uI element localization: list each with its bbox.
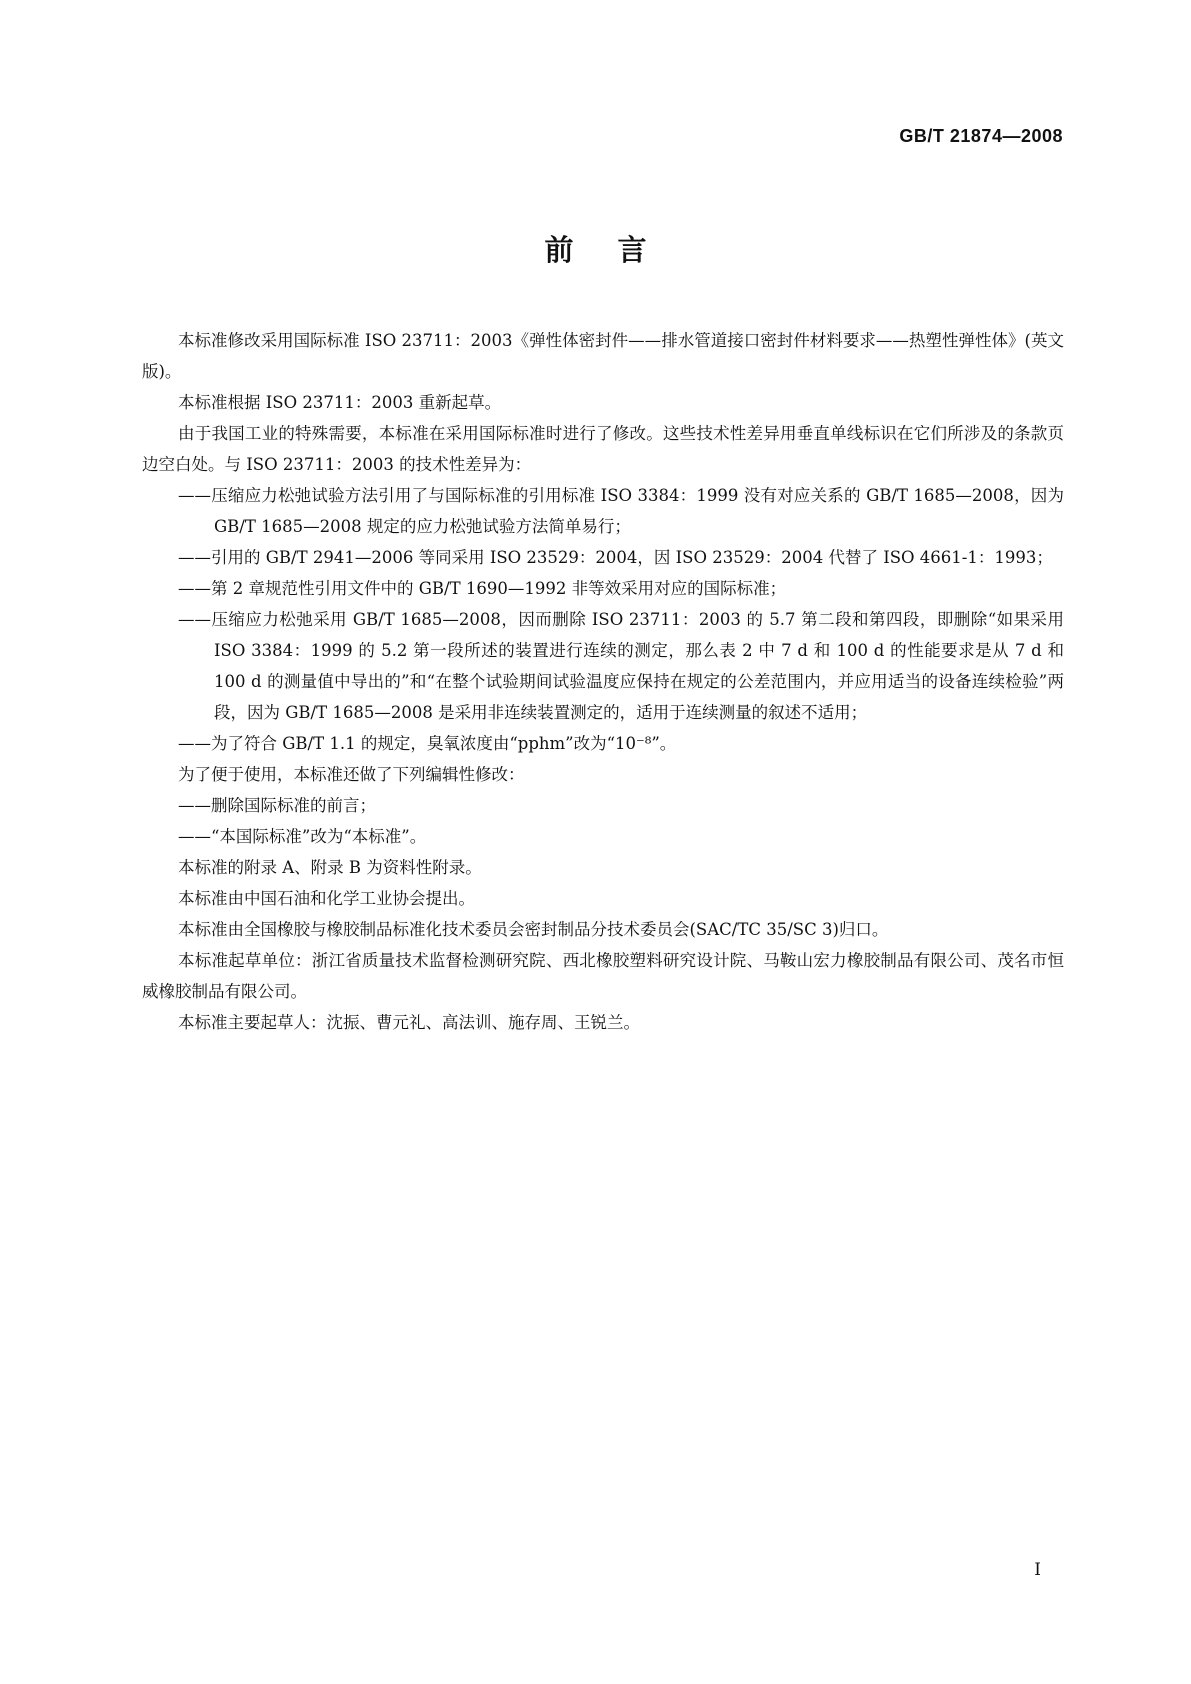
paragraph: 为了便于使用，本标准还做了下列编辑性修改：: [178, 765, 525, 784]
page-number: I: [1034, 1560, 1041, 1580]
list-item: ——删除国际标准的前言；: [178, 796, 376, 815]
paragraph: 本标准由中国石油和化学工业协会提出。: [178, 889, 475, 908]
paragraph: 本标准起草单位：浙江省质量技术监督检测研究院、西北橡胶塑料研究设计院、马鞍山宏力橡胶制品有限公司、茂名市恒威橡胶制品有限公司。: [142, 951, 1064, 1001]
paragraph: 本标准修改采用国际标准 ISO 23711：2003《弹性体密封件——排水管道接口密封件材料要求——热塑性弹性体》(英文版)。: [142, 331, 1064, 381]
paragraph: 由于我国工业的特殊需要，本标准在采用国际标准时进行了修改。这些技术性差异用垂直单线标识在它们所涉及的条款页边空白处。与 ISO 23711：2003 的技术性差异为：: [142, 424, 1064, 474]
paragraph: 本标准的附录 A、附录 B 为资料性附录。: [178, 858, 482, 877]
list-item: ——第 2 章规范性引用文件中的 GB/T 1690—1992 非等效采用对应的国际标准；: [178, 579, 787, 598]
list-item: ——引用的 GB/T 2941—2006 等同采用 ISO 23529：2004，因 ISO 23529：2004 代替了 ISO 4661-1：1993；: [178, 548, 1053, 567]
list-item: ——压缩应力松弛采用 GB/T 1685—2008，因而删除 ISO 23711：2003 的 5.7 第二段和第四段，即删除“如果采用 ISO 3384：1999 的 5.2 第一段所述的装置进行连续的测定，那么表 2 中 7 d 和 100 d 的性能要求是从 7 d 和 100 d 的测量值中导出的”和“在整个试验期间试验温度应保持在规定的公差范围内，并应用适当的设备连续检验”两段，因为 GB/T 1685—2008 是采用非连续装置测定的，适用于连续测量的叙述不适用；: [178, 610, 1064, 722]
paragraph: 本标准由全国橡胶与橡胶制品标准化技术委员会密封制品分技术委员会(SAC/TC 35/SC 3)归口。: [178, 920, 889, 939]
page-title: 前言: [544, 233, 691, 267]
list-item: ——压缩应力松弛试验方法引用了与国际标准的引用标准 ISO 3384：1999 没有对应关系的 GB/T 1685—2008，因为 GB/T 1685—2008 规定的应力松弛试验方法简单易行；: [178, 486, 1064, 536]
paragraph: 本标准主要起草人：沈振、曹元礼、高法训、施存周、王锐兰。: [178, 1013, 640, 1032]
list-item: ——为了符合 GB/T 1.1 的规定，臭氧浓度由“pphm”改为“10⁻⁸”。: [178, 734, 677, 753]
list-item: ——“本国际标准”改为“本标准”。: [178, 827, 427, 846]
paragraph: 本标准根据 ISO 23711：2003 重新起草。: [178, 393, 502, 412]
document-body: [142, 325, 1064, 1038]
standard-number: GB/T 21874—2008: [899, 126, 1063, 146]
